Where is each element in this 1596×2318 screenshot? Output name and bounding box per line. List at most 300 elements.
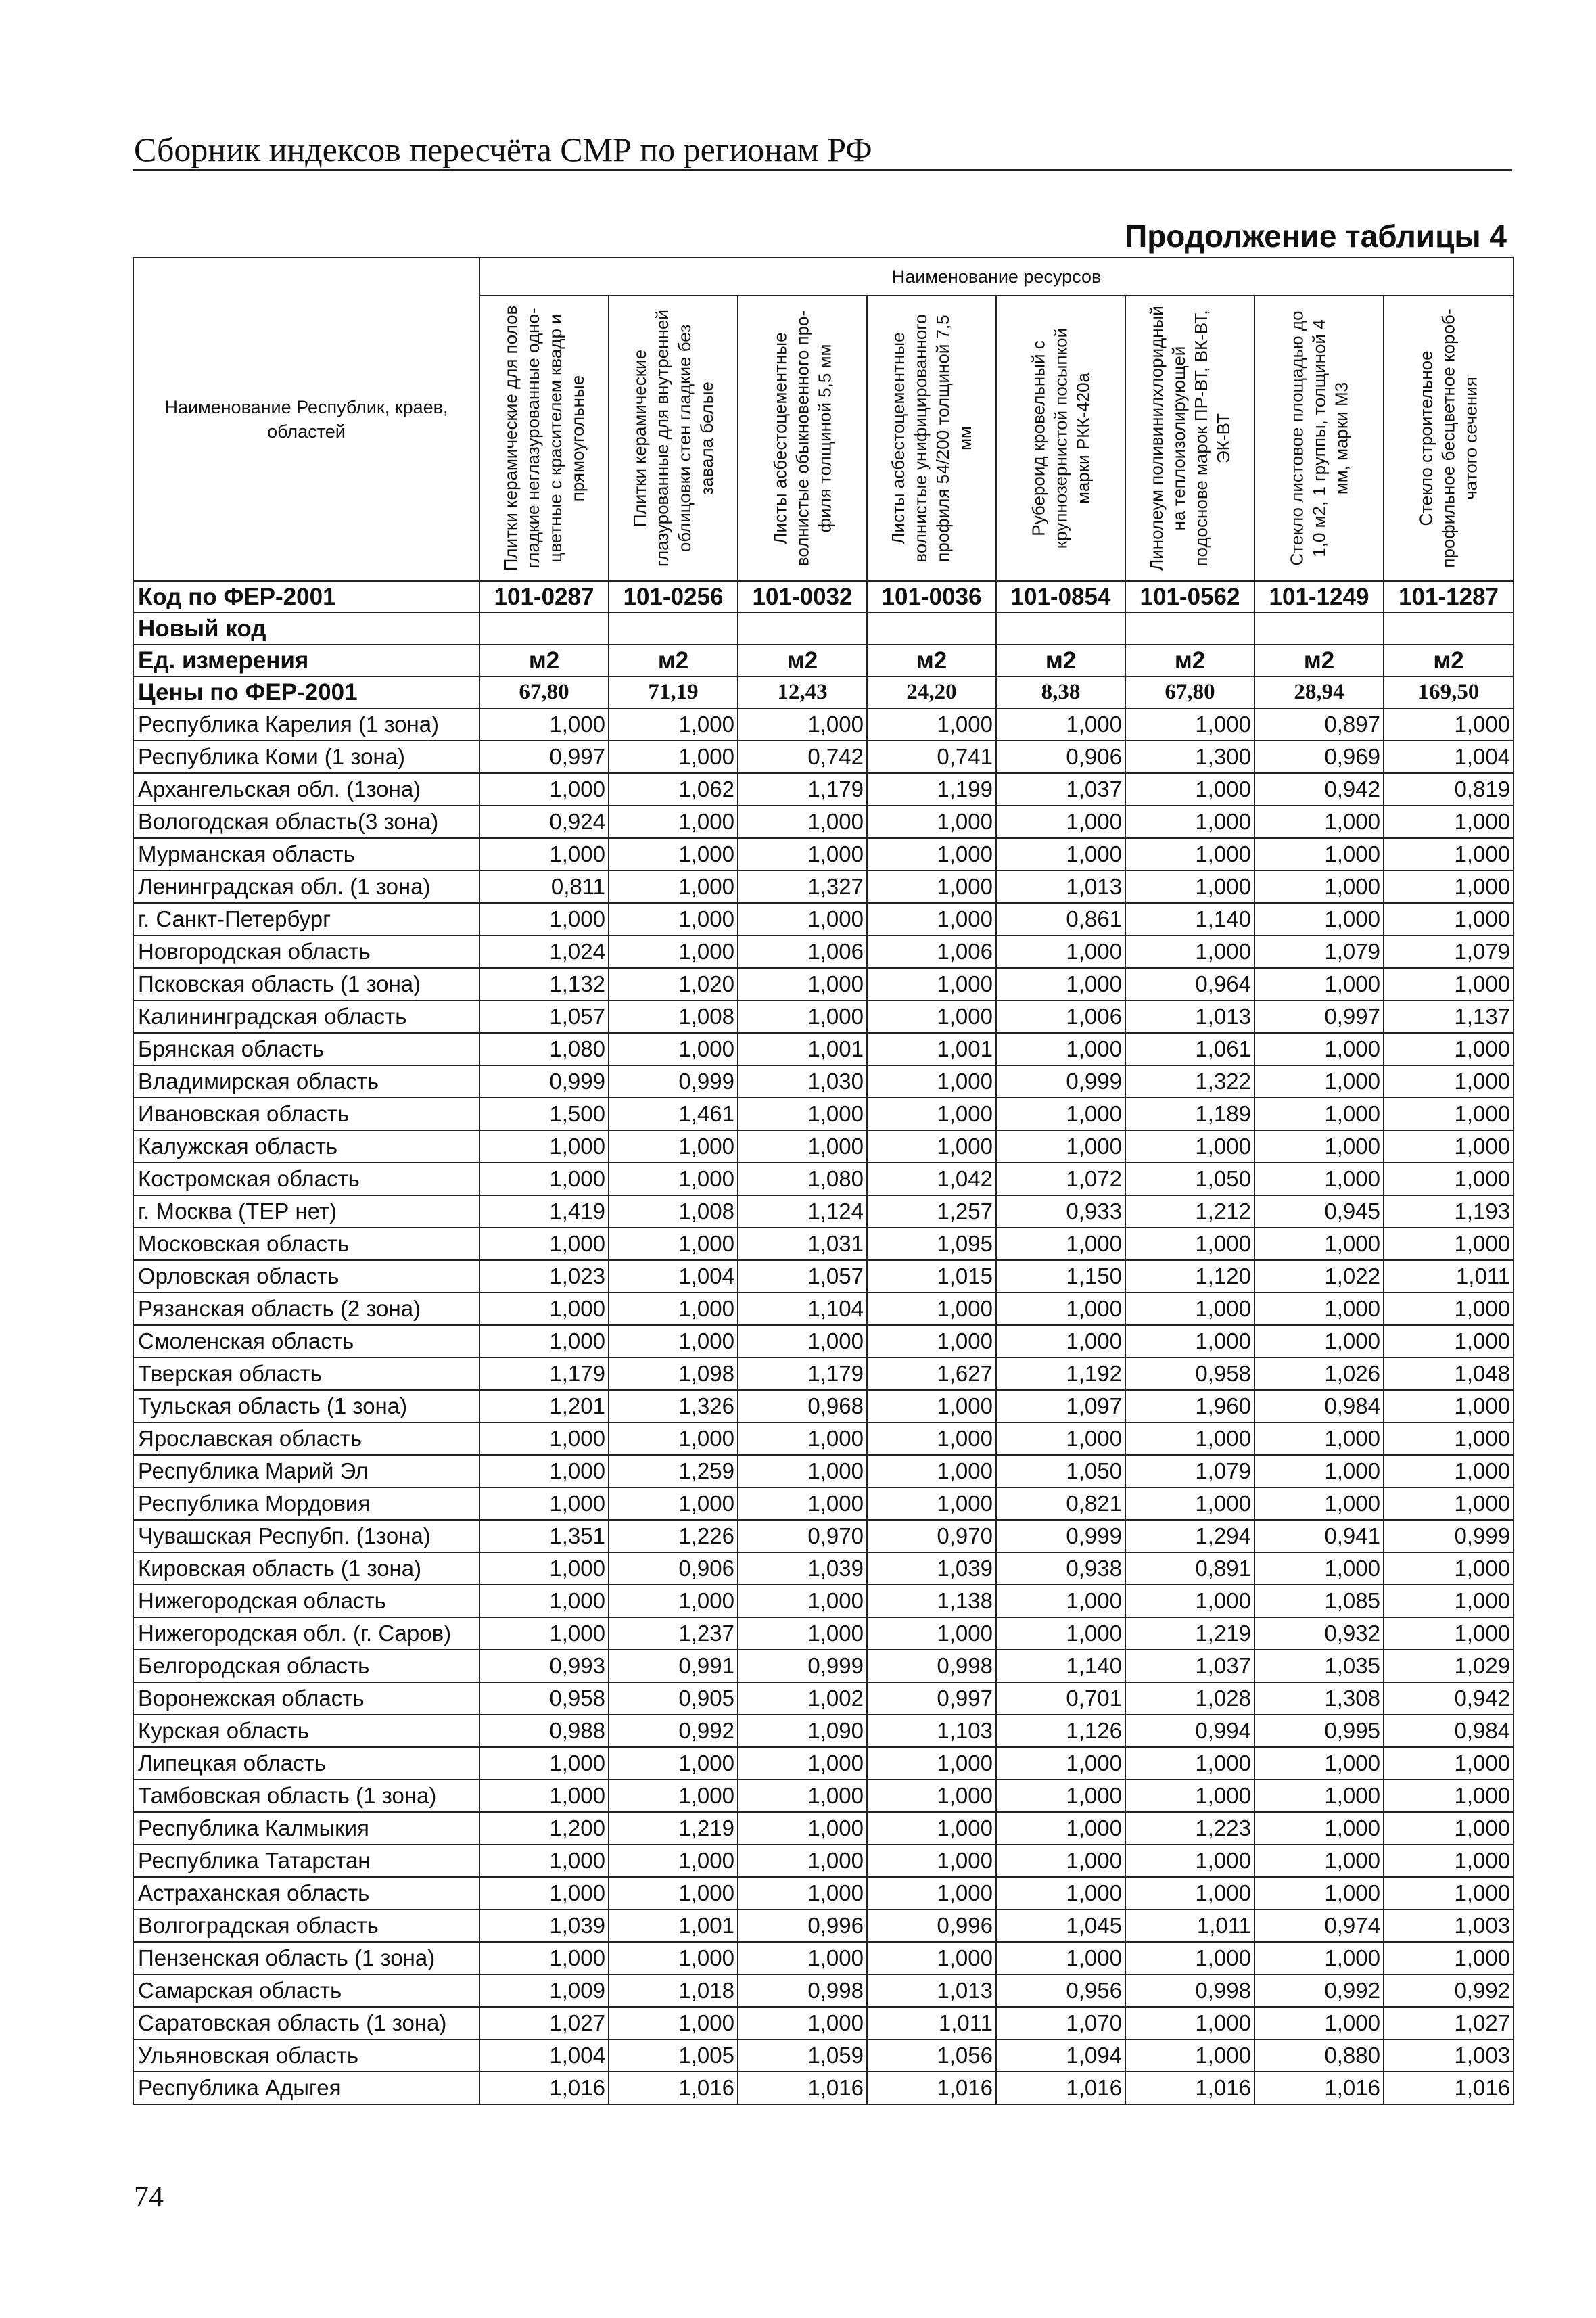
index-value: 1,000 <box>1384 1065 1513 1098</box>
new-code-cell <box>1254 613 1384 645</box>
table-row <box>133 806 1513 838</box>
index-value: 1,000 <box>996 1325 1125 1358</box>
table-row <box>133 1877 1513 1909</box>
index-value: 1,000 <box>867 806 996 838</box>
index-value: 1,004 <box>479 2039 609 2072</box>
index-value: 1,000 <box>1254 1455 1384 1487</box>
index-value: 1,029 <box>1384 1650 1513 1682</box>
index-value: 1,000 <box>1125 1228 1254 1260</box>
index-value: 1,011 <box>1125 1909 1254 1942</box>
index-value: 1,000 <box>1125 1942 1254 1974</box>
region-name: Костромская область <box>133 1163 479 1195</box>
resource-name: Листы асбестоцементные волнистые обыкновенного про-филя толщиной 5,5 мм <box>770 310 835 567</box>
table-row <box>133 1325 1513 1358</box>
index-value: 1,030 <box>738 1065 867 1098</box>
index-value: 1,237 <box>609 1617 738 1650</box>
resource-name: Стекло листовое площадью до 1,0 м2, 1 группы, толщиной 4 мм, марки М3 <box>1286 310 1351 566</box>
index-value: 1,000 <box>479 1942 609 1974</box>
index-value: 1,000 <box>1254 1845 1384 1877</box>
table-row <box>133 1780 1513 1812</box>
index-value: 0,932 <box>1254 1617 1384 1650</box>
region-name: Республика Коми (1 зона) <box>133 741 479 773</box>
region-name: Ленинградская обл. (1 зона) <box>133 871 479 903</box>
index-value: 1,023 <box>479 1260 609 1293</box>
index-value: 1,000 <box>738 708 867 741</box>
index-value: 1,001 <box>867 1033 996 1065</box>
table-row <box>133 1942 1513 1974</box>
index-value: 1,031 <box>738 1228 867 1260</box>
index-value: 1,000 <box>1125 838 1254 871</box>
index-value: 1,000 <box>867 1325 996 1358</box>
index-value: 1,140 <box>996 1650 1125 1682</box>
region-name: Астраханская область <box>133 1877 479 1909</box>
index-value: 0,964 <box>1125 968 1254 1000</box>
index-value: 0,945 <box>1254 1195 1384 1228</box>
index-value: 1,000 <box>1125 806 1254 838</box>
index-value: 1,000 <box>1384 1325 1513 1358</box>
code-cell: 101-0256 <box>609 581 738 613</box>
index-value: 1,000 <box>996 1747 1125 1780</box>
region-name: Пензенская область (1 зона) <box>133 1942 479 1974</box>
index-value: 1,056 <box>867 2039 996 2072</box>
code-row-label: Код по ФЕР-2001 <box>133 581 479 613</box>
index-value: 1,294 <box>1125 1520 1254 1552</box>
index-value: 1,000 <box>1254 1942 1384 1974</box>
index-value: 0,897 <box>1254 708 1384 741</box>
index-value: 1,039 <box>479 1909 609 1942</box>
index-value: 1,000 <box>996 806 1125 838</box>
index-value: 0,999 <box>996 1520 1125 1552</box>
index-value: 1,000 <box>1254 1098 1384 1130</box>
table-row <box>133 1358 1513 1390</box>
region-name: Волгоградская область <box>133 1909 479 1942</box>
index-value: 1,048 <box>1384 1358 1513 1390</box>
table-row <box>133 1228 1513 1260</box>
index-value: 1,259 <box>609 1455 738 1487</box>
index-value: 1,000 <box>609 1422 738 1455</box>
index-value: 0,992 <box>1384 1974 1513 2007</box>
index-value: 1,103 <box>867 1715 996 1747</box>
index-value: 1,000 <box>609 1163 738 1195</box>
index-value: 1,000 <box>479 1552 609 1585</box>
index-value: 1,000 <box>1384 1585 1513 1617</box>
index-value: 1,000 <box>996 1228 1125 1260</box>
index-value: 1,000 <box>1254 1033 1384 1065</box>
index-value: 0,992 <box>609 1715 738 1747</box>
region-name: г. Москва (ТЕР нет) <box>133 1195 479 1228</box>
index-value: 1,050 <box>1125 1163 1254 1195</box>
index-value: 1,000 <box>738 1845 867 1877</box>
index-value: 1,027 <box>479 2007 609 2039</box>
table-row <box>133 741 1513 773</box>
index-value: 1,000 <box>609 1585 738 1617</box>
index-value: 1,079 <box>1125 1455 1254 1487</box>
index-value: 1,126 <box>996 1715 1125 1747</box>
index-value: 1,000 <box>867 1422 996 1455</box>
new-code-cell <box>479 613 609 645</box>
region-name: Вологодская область(3 зона) <box>133 806 479 838</box>
index-value: 1,223 <box>1125 1812 1254 1845</box>
table-row <box>133 1715 1513 1747</box>
resource-name: Рубероид кровельный с крупнозернистой посыпкой марки РКК-420а <box>1028 327 1093 549</box>
unit-cell: м2 <box>996 645 1125 676</box>
index-value: 0,998 <box>738 1974 867 2007</box>
index-value: 1,000 <box>1384 1098 1513 1130</box>
index-value: 1,000 <box>479 708 609 741</box>
index-value: 1,000 <box>996 1130 1125 1163</box>
index-value: 1,000 <box>1384 1780 1513 1812</box>
index-value: 1,000 <box>738 2007 867 2039</box>
index-value: 1,000 <box>738 806 867 838</box>
region-name: Самарская область <box>133 1974 479 2007</box>
index-value: 1,137 <box>1384 1000 1513 1033</box>
index-value: 0,942 <box>1254 773 1384 806</box>
code-cell: 101-0032 <box>738 581 867 613</box>
index-value: 1,072 <box>996 1163 1125 1195</box>
region-name: Липецкая область <box>133 1747 479 1780</box>
index-value: 1,000 <box>738 1812 867 1845</box>
index-value: 1,018 <box>609 1974 738 2007</box>
index-value: 1,193 <box>1384 1195 1513 1228</box>
index-value: 0,933 <box>996 1195 1125 1228</box>
region-name: Нижегородская обл. (г. Саров) <box>133 1617 479 1650</box>
table-row <box>133 1293 1513 1325</box>
index-value: 1,000 <box>1254 1877 1384 1909</box>
table-row <box>133 1682 1513 1715</box>
price-cell: 169,50 <box>1384 676 1513 708</box>
table-row <box>133 935 1513 968</box>
index-value: 0,974 <box>1254 1909 1384 1942</box>
index-value: 0,999 <box>738 1650 867 1682</box>
index-value: 1,000 <box>1384 871 1513 903</box>
index-value: 1,000 <box>867 871 996 903</box>
region-name: Республика Адыгея <box>133 2072 479 2104</box>
index-value: 1,016 <box>1125 2072 1254 2104</box>
index-value: 1,199 <box>867 773 996 806</box>
index-value: 0,742 <box>738 741 867 773</box>
index-value: 0,821 <box>996 1487 1125 1520</box>
region-name: Курская область <box>133 1715 479 1747</box>
index-value: 1,000 <box>867 708 996 741</box>
table-row <box>133 1552 1513 1585</box>
index-value: 1,000 <box>479 1325 609 1358</box>
index-value: 1,000 <box>609 1487 738 1520</box>
index-value: 0,819 <box>1384 773 1513 806</box>
index-value: 0,938 <box>996 1552 1125 1585</box>
index-value: 1,013 <box>867 1974 996 2007</box>
index-value: 1,212 <box>1125 1195 1254 1228</box>
index-value: 1,419 <box>479 1195 609 1228</box>
index-value: 1,000 <box>479 773 609 806</box>
index-value: 1,000 <box>1384 1130 1513 1163</box>
resource-name: Линолеум поливинилхлоридный на теплоизолирующей подоснове марок ПР-ВТ, ВК-ВТ, ЭК-ВТ <box>1146 306 1234 571</box>
region-column-header: Наименование Республик, краев, областей <box>133 258 479 581</box>
index-value: 1,000 <box>609 935 738 968</box>
table-row <box>133 1520 1513 1552</box>
index-value: 1,000 <box>1384 1033 1513 1065</box>
index-value: 1,000 <box>609 1780 738 1812</box>
table-row <box>133 1260 1513 1293</box>
index-value: 1,000 <box>1125 1877 1254 1909</box>
index-value: 1,013 <box>996 871 1125 903</box>
index-value: 0,992 <box>1254 1974 1384 2007</box>
index-value: 1,000 <box>609 1293 738 1325</box>
index-value: 1,000 <box>1125 1130 1254 1163</box>
unit-cell: м2 <box>479 645 609 676</box>
index-value: 1,006 <box>867 935 996 968</box>
unit-cell: м2 <box>738 645 867 676</box>
index-value: 1,050 <box>996 1455 1125 1487</box>
index-value: 1,097 <box>996 1390 1125 1422</box>
index-value: 1,000 <box>1254 1065 1384 1098</box>
index-value: 1,024 <box>479 935 609 968</box>
unit-cell: м2 <box>1384 645 1513 676</box>
index-value: 1,327 <box>738 871 867 903</box>
index-value: 1,000 <box>1384 1877 1513 1909</box>
index-value: 1,000 <box>1254 1780 1384 1812</box>
index-value: 1,000 <box>1125 773 1254 806</box>
resource-header-cell <box>479 296 609 581</box>
table-row <box>133 903 1513 935</box>
region-index-table <box>133 257 1514 2105</box>
index-value: 1,045 <box>996 1909 1125 1942</box>
index-value: 0,988 <box>479 1715 609 1747</box>
region-name: Кировская область (1 зона) <box>133 1552 479 1585</box>
index-value: 1,000 <box>867 1000 996 1033</box>
code-cell: 101-0562 <box>1125 581 1254 613</box>
index-value: 1,000 <box>1384 1747 1513 1780</box>
index-value: 1,000 <box>1384 806 1513 838</box>
resource-header-cell <box>996 296 1125 581</box>
index-value: 1,094 <box>996 2039 1125 2072</box>
index-value: 1,000 <box>738 1000 867 1033</box>
index-value: 1,090 <box>738 1715 867 1747</box>
index-value: 1,000 <box>479 1585 609 1617</box>
index-value: 1,000 <box>479 838 609 871</box>
index-value: 0,998 <box>867 1650 996 1682</box>
region-name: Республика Карелия (1 зона) <box>133 708 479 741</box>
index-value: 1,000 <box>867 1455 996 1487</box>
index-value: 1,000 <box>609 871 738 903</box>
index-value: 1,000 <box>1125 1422 1254 1455</box>
table-row <box>133 1812 1513 1845</box>
region-name: Архангельская обл. (1зона) <box>133 773 479 806</box>
region-name: Тверская область <box>133 1358 479 1390</box>
region-name: Московская область <box>133 1228 479 1260</box>
index-value: 1,000 <box>1384 968 1513 1000</box>
resource-header-cell <box>609 296 738 581</box>
region-name: Рязанская область (2 зона) <box>133 1293 479 1325</box>
new-code-cell <box>996 613 1125 645</box>
index-value: 1,008 <box>609 1195 738 1228</box>
index-value: 1,000 <box>1254 838 1384 871</box>
resource-name: Листы асбестоцементные волнистые унифицированного профиля 54/200 толщиной 7,5 мм <box>887 314 975 563</box>
resources-group-header: Наименование ресурсов <box>479 258 1513 296</box>
index-value: 1,001 <box>609 1909 738 1942</box>
index-value: 1,000 <box>738 903 867 935</box>
index-value: 1,000 <box>738 1747 867 1780</box>
unit-cell: м2 <box>609 645 738 676</box>
index-value: 1,000 <box>867 1747 996 1780</box>
index-value: 1,192 <box>996 1358 1125 1390</box>
index-value: 1,000 <box>996 1422 1125 1455</box>
resource-header-cell <box>738 296 867 581</box>
table-row <box>133 1585 1513 1617</box>
index-value: 1,500 <box>479 1098 609 1130</box>
index-value: 0,996 <box>738 1909 867 1942</box>
index-value: 1,028 <box>1125 1682 1254 1715</box>
table-row <box>133 968 1513 1000</box>
index-value: 1,085 <box>1254 1585 1384 1617</box>
index-value: 0,970 <box>867 1520 996 1552</box>
index-value: 1,000 <box>609 1325 738 1358</box>
region-name: Брянская область <box>133 1033 479 1065</box>
index-value: 1,000 <box>479 1422 609 1455</box>
index-value: 1,026 <box>1254 1358 1384 1390</box>
region-name: Тульская область (1 зона) <box>133 1390 479 1422</box>
table-row <box>133 1617 1513 1650</box>
index-value: 1,062 <box>609 773 738 806</box>
index-value: 1,004 <box>1384 741 1513 773</box>
index-value: 1,000 <box>1125 2039 1254 2072</box>
index-value: 1,013 <box>1125 1000 1254 1033</box>
region-name: Республика Марий Эл <box>133 1455 479 1487</box>
new-code-cell <box>738 613 867 645</box>
index-value: 1,000 <box>867 1065 996 1098</box>
index-value: 0,996 <box>867 1909 996 1942</box>
index-value: 1,039 <box>738 1552 867 1585</box>
code-cell: 101-0287 <box>479 581 609 613</box>
price-cell: 71,19 <box>609 676 738 708</box>
index-value: 1,104 <box>738 1293 867 1325</box>
index-value: 1,219 <box>1125 1617 1254 1650</box>
index-value: 1,000 <box>738 1585 867 1617</box>
index-value: 1,000 <box>479 1845 609 1877</box>
new-code-cell <box>1125 613 1254 645</box>
index-value: 0,994 <box>1125 1715 1254 1747</box>
index-value: 1,000 <box>867 968 996 1000</box>
index-value: 1,016 <box>996 2072 1125 2104</box>
index-value: 1,037 <box>1125 1650 1254 1682</box>
index-value: 1,000 <box>738 1325 867 1358</box>
index-value: 1,000 <box>1384 1552 1513 1585</box>
index-value: 1,000 <box>609 1130 738 1163</box>
unit-cell: м2 <box>1125 645 1254 676</box>
index-value: 1,120 <box>1125 1260 1254 1293</box>
index-value: 1,000 <box>867 903 996 935</box>
index-value: 1,000 <box>738 1422 867 1455</box>
index-value: 1,000 <box>1254 1747 1384 1780</box>
index-value: 1,000 <box>1254 903 1384 935</box>
resource-header-cell <box>1384 296 1513 581</box>
index-value: 1,000 <box>867 1390 996 1422</box>
index-value: 1,022 <box>1254 1260 1384 1293</box>
index-value: 1,000 <box>1384 1617 1513 1650</box>
index-value: 1,079 <box>1384 935 1513 968</box>
index-value: 1,000 <box>1384 1390 1513 1422</box>
region-name: Нижегородская область <box>133 1585 479 1617</box>
index-value: 0,905 <box>609 1682 738 1715</box>
index-value: 1,000 <box>609 1033 738 1065</box>
region-name: Тамбовская область (1 зона) <box>133 1780 479 1812</box>
index-value: 0,891 <box>1125 1552 1254 1585</box>
index-value: 1,039 <box>867 1552 996 1585</box>
index-value: 1,080 <box>479 1033 609 1065</box>
index-value: 0,701 <box>996 1682 1125 1715</box>
index-value: 1,000 <box>479 1228 609 1260</box>
index-value: 1,000 <box>1125 1487 1254 1520</box>
index-value: 1,000 <box>1254 1487 1384 1520</box>
index-value: 1,016 <box>867 2072 996 2104</box>
code-cell: 101-0854 <box>996 581 1125 613</box>
table-row <box>133 1163 1513 1195</box>
index-value: 1,000 <box>867 1780 996 1812</box>
index-value: 0,906 <box>996 741 1125 773</box>
index-value: 1,000 <box>609 1942 738 1974</box>
resource-name: Стекло строительное профильное бесцветное короб-чатого сечения <box>1415 308 1481 568</box>
index-value: 1,000 <box>479 1163 609 1195</box>
index-value: 0,984 <box>1254 1390 1384 1422</box>
region-name: Владимирская область <box>133 1065 479 1098</box>
index-value: 1,000 <box>996 1780 1125 1812</box>
index-value: 0,906 <box>609 1552 738 1585</box>
region-name: Ульяновская область <box>133 2039 479 2072</box>
index-value: 1,005 <box>609 2039 738 2072</box>
table-row <box>133 871 1513 903</box>
index-value: 1,004 <box>609 1260 738 1293</box>
region-name: Орловская область <box>133 1260 479 1293</box>
index-value: 1,000 <box>738 968 867 1000</box>
resource-name: Плитки керамические глазурованные для внутренней облицовки стен гладкие без завала белые <box>629 310 717 567</box>
index-value: 1,002 <box>738 1682 867 1715</box>
index-value: 1,000 <box>609 2007 738 2039</box>
resource-name: Плитки керамические для полов гладкие неглазурованные одно-цветные с красителем квадр и прямоугольные <box>500 305 588 572</box>
index-value: 1,000 <box>738 1942 867 1974</box>
region-name: г. Санкт-Петербург <box>133 903 479 935</box>
index-value: 0,969 <box>1254 741 1384 773</box>
index-value: 0,942 <box>1384 1682 1513 1715</box>
region-name: Калининградская область <box>133 1000 479 1033</box>
index-value: 0,995 <box>1254 1715 1384 1747</box>
index-value: 0,997 <box>1254 1000 1384 1033</box>
table-row <box>133 773 1513 806</box>
index-value: 1,000 <box>996 1877 1125 1909</box>
index-value: 1,000 <box>479 1487 609 1520</box>
index-value: 1,000 <box>1384 838 1513 871</box>
index-value: 1,000 <box>867 1130 996 1163</box>
index-value: 0,958 <box>479 1682 609 1715</box>
index-value: 1,000 <box>1384 1455 1513 1487</box>
index-value: 1,000 <box>609 1877 738 1909</box>
code-cell: 101-0036 <box>867 581 996 613</box>
index-value: 1,200 <box>479 1812 609 1845</box>
index-value: 1,000 <box>1254 968 1384 1000</box>
index-value: 1,000 <box>609 838 738 871</box>
index-value: 1,000 <box>1384 903 1513 935</box>
index-value: 1,000 <box>1254 871 1384 903</box>
index-value: 1,000 <box>738 1487 867 1520</box>
table-row <box>133 1650 1513 1682</box>
index-value: 1,000 <box>1254 1163 1384 1195</box>
index-value: 1,000 <box>1384 1422 1513 1455</box>
index-value: 1,000 <box>1125 708 1254 741</box>
index-value: 0,811 <box>479 871 609 903</box>
index-value: 0,924 <box>479 806 609 838</box>
index-value: 1,000 <box>609 903 738 935</box>
index-value: 1,001 <box>738 1033 867 1065</box>
index-value: 0,991 <box>609 1650 738 1682</box>
index-value: 1,035 <box>1254 1650 1384 1682</box>
